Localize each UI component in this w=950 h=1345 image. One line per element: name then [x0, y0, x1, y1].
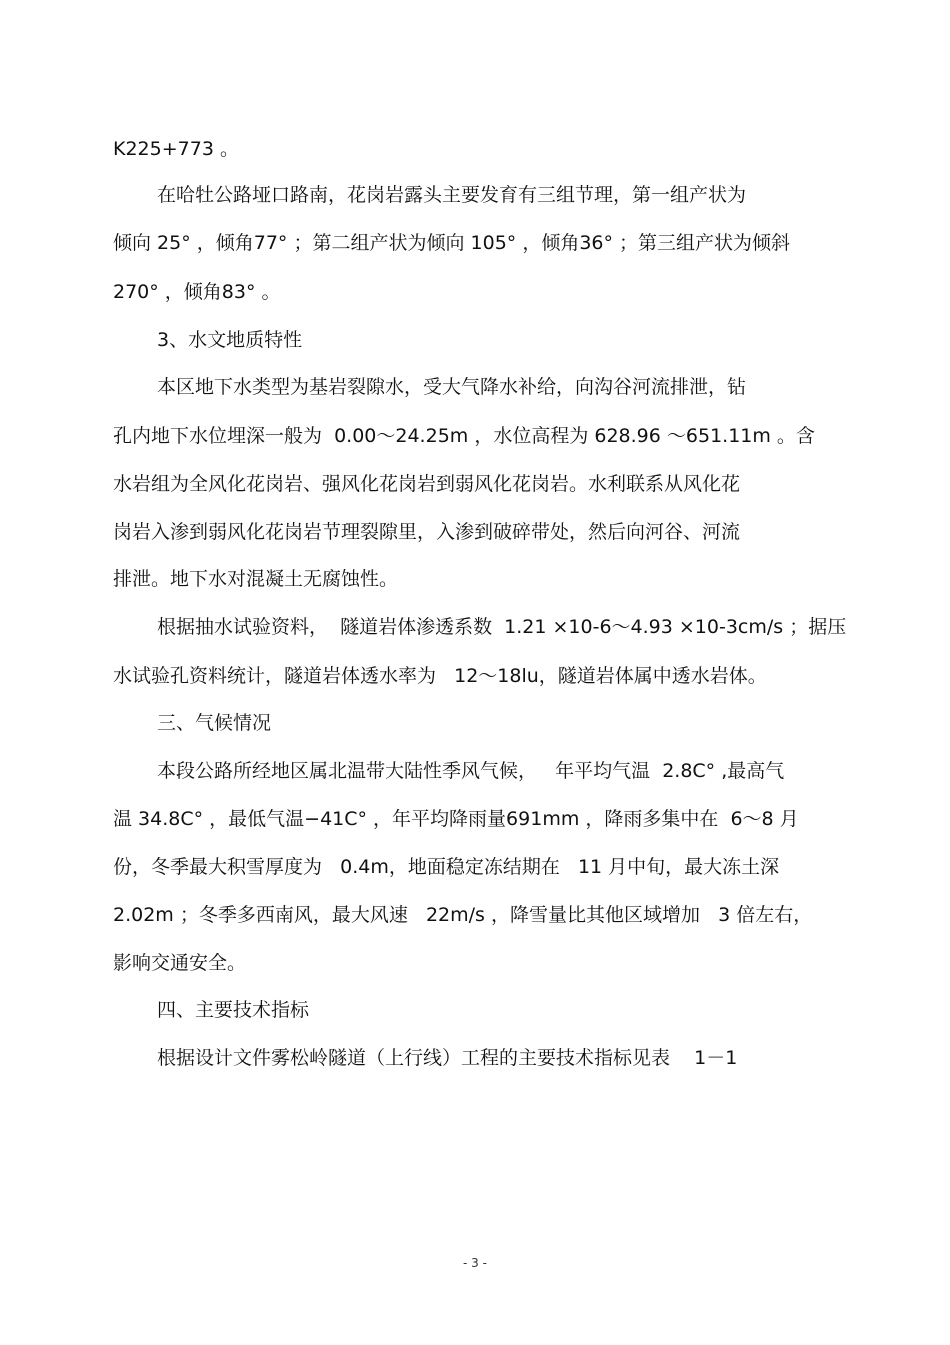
paragraph-line: 水岩组为全风化花岗岩、强风化花岗岩到弱风化花岗岩。水利联系从风化花	[113, 473, 741, 495]
section-heading: 四、主要技术指标	[157, 999, 310, 1021]
paragraph-line: 温 34.8C° ，最低气温−41C° ，年平均降雨量691mm ，降雨多集中在 6～8 月	[113, 808, 799, 830]
paragraph-line: 根据抽水试验资料， 隧道岩体渗透系数 1.21 ×10-6～4.93 ×10-3cm/s ；据压	[157, 616, 847, 638]
paragraph-line: 本段公路所经地区属北温带大陆性季风气候， 年平均气温 2.8C° ,最高气	[157, 760, 785, 782]
paragraph-line: 影响交通安全。	[113, 952, 247, 974]
paragraph-line: 270° ，倾角83° 。	[113, 281, 281, 303]
section-heading: 三、气候情况	[157, 712, 272, 734]
paragraph-line: 孔内地下水位埋深一般为 0.00～24.25m ，水位高程为 628.96 ～651.11m 。含	[113, 425, 815, 447]
paragraph-line: 根据设计文件雾松岭隧道（上行线）工程的主要技术指标见表 1－1	[157, 1047, 738, 1069]
paragraph-line: 份，冬季最大积雪厚度为 0.4m，地面稳定冻结期在 11 月中旬，最大冻土深	[113, 856, 780, 878]
paragraph-line: 水试验孔资料统计，隧道岩体透水率为 12～18lu，隧道岩体属中透水岩体。	[113, 665, 767, 687]
paragraph-line: 2.02m ；冬季多西南风，最大风速 22m/s ，降雪量比其他区域增加 3 倍左右，	[113, 904, 813, 926]
paragraph-line: 排泄。地下水对混凝土无腐蚀性。	[113, 568, 399, 590]
paragraph-line: 倾向 25° ，倾角77° ；第二组产状为倾向 105° ，倾角36° ；第三组产状为倾斜	[113, 232, 791, 254]
text-line: K225+773 。	[113, 138, 239, 160]
section-heading: 3、水文地质特性	[157, 329, 303, 351]
paragraph-line: 在哈牡公路垭口路南，花岗岩露头主要发育有三组节理，第一组产状为	[157, 184, 747, 206]
page-number: - 3 -	[463, 1256, 487, 1270]
paragraph-line: 本区地下水类型为基岩裂隙水，受大气降水补给，向沟谷河流排泄，钻	[157, 376, 747, 398]
paragraph-line: 岗岩入渗到弱风化花岗岩节理裂隙里，入渗到破碎带处，然后向河谷、河流	[113, 521, 741, 543]
